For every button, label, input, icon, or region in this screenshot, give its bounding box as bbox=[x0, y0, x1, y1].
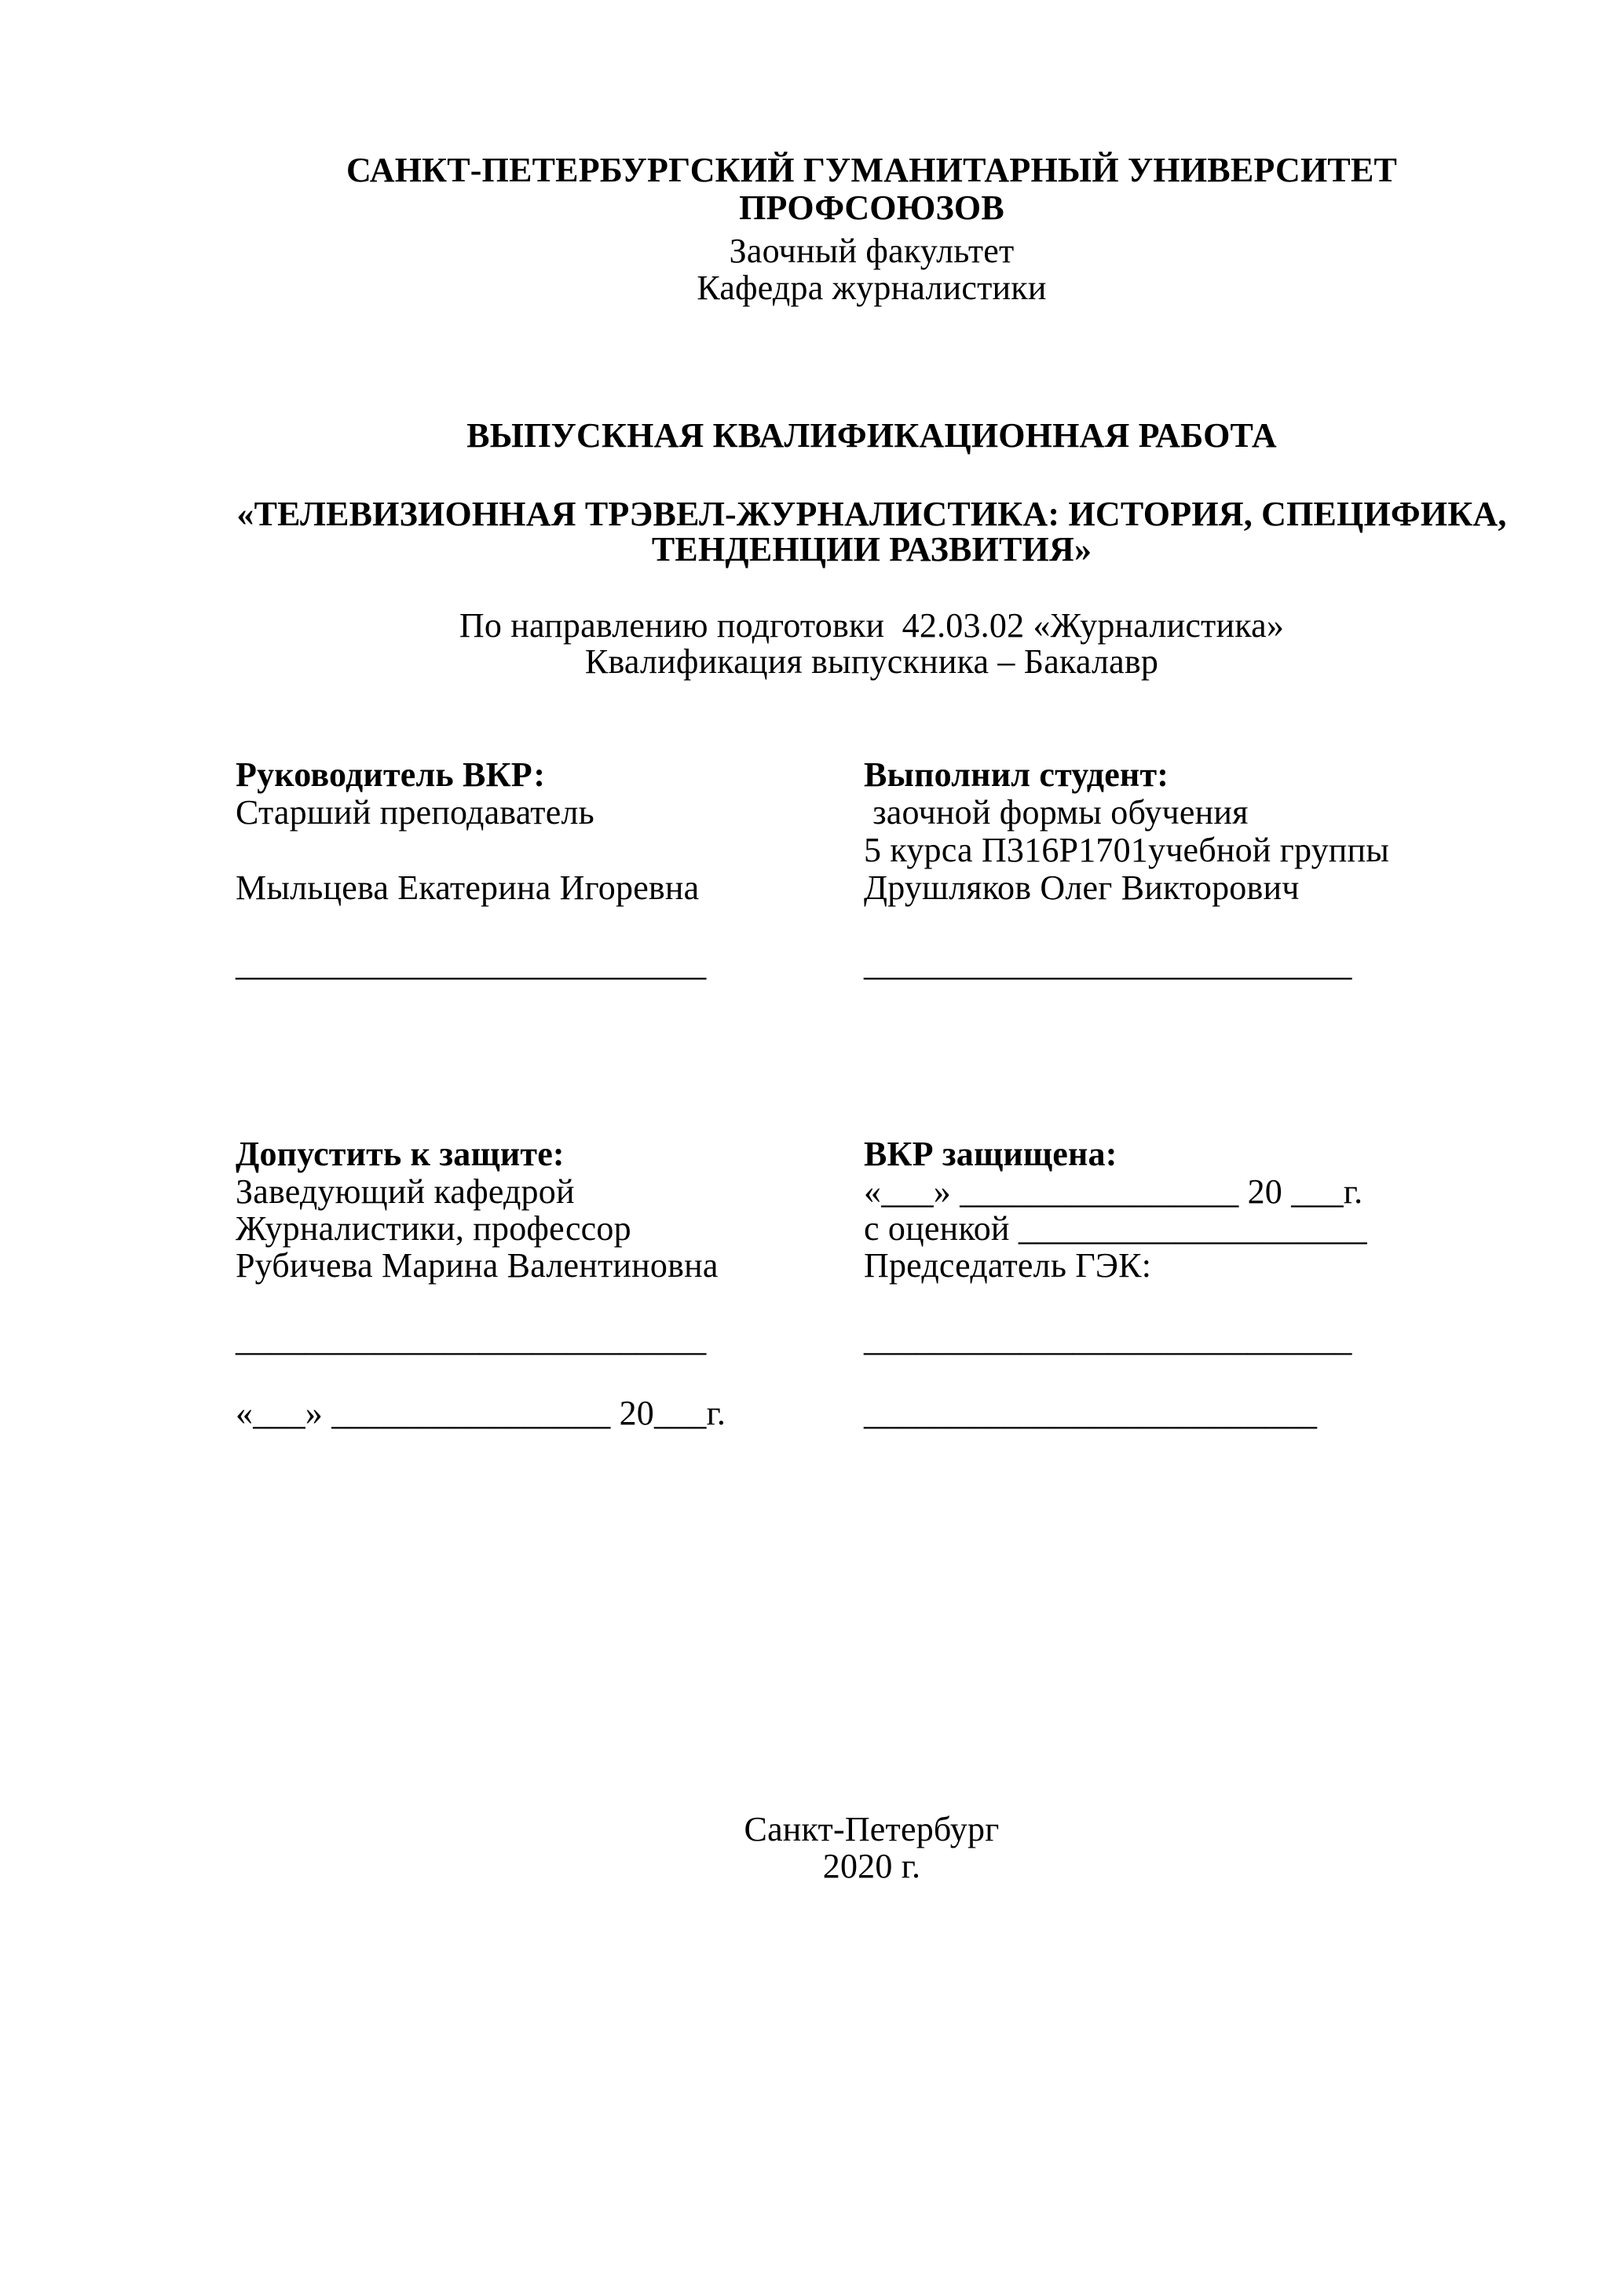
supervisor-label: Руководитель ВКР: bbox=[236, 755, 546, 794]
defense-grade-line: с оценкой ____________________ bbox=[864, 1209, 1367, 1248]
thesis-theme-line2: ТЕНДЕНЦИИ РАЗВИТИЯ» bbox=[651, 530, 1092, 569]
admission-label: Допустить к защите: bbox=[236, 1135, 565, 1173]
thesis-theme-line1: «ТЕЛЕВИЗИОННАЯ ТРЭВЕЛ-ЖУРНАЛИСТИКА: ИСТОРИЯ, СПЕЦИФИКА, bbox=[236, 495, 1507, 533]
defense-signature-line1: ____________________________ bbox=[864, 1320, 1352, 1358]
student-study-form: заочной формы обучения bbox=[864, 793, 1249, 832]
study-direction: По направлению подготовки 42.03.02 «Журналистика» bbox=[459, 606, 1285, 645]
supervisor-position: Старший преподаватель bbox=[236, 793, 594, 832]
student-group: 5 курса П316Р1701учебной группы bbox=[864, 831, 1390, 869]
admission-signature-line: ___________________________ bbox=[236, 1320, 707, 1358]
qualification-level: Квалификация выпускника – Бакалавр bbox=[584, 642, 1159, 681]
department-name: Кафедра журналистики bbox=[697, 269, 1047, 307]
defense-signature-line2: __________________________ bbox=[864, 1394, 1318, 1432]
work-type-title: ВЫПУСКНАЯ КВАЛИФИКАЦИОННАЯ РАБОТА bbox=[466, 416, 1277, 455]
admission-head-name: Рубичева Марина Валентиновна bbox=[236, 1246, 719, 1285]
student-label: Выполнил студент: bbox=[864, 755, 1169, 794]
defense-chairman-label: Председатель ГЭК: bbox=[864, 1246, 1152, 1285]
university-name: САНКТ-ПЕТЕРБУРГСКИЙ ГУМАНИТАРНЫЙ УНИВЕРСИТЕТ ПРОФСОЮЗОВ bbox=[346, 151, 1406, 227]
footer-year: 2020 г. bbox=[822, 1847, 921, 1885]
supervisor-signature-line: ___________________________ bbox=[236, 945, 707, 983]
admission-head-line2: Журналистики, профессор bbox=[236, 1209, 631, 1248]
faculty-name: Заочный факультет bbox=[729, 232, 1015, 270]
student-name: Друшляков Олег Викторович bbox=[864, 868, 1300, 907]
supervisor-name: Мыльцева Екатерина Игоревна bbox=[236, 868, 700, 907]
admission-head-line1: Заведующий кафедрой bbox=[236, 1172, 575, 1211]
defense-date-line: «___» ________________ 20 ___г. bbox=[864, 1172, 1363, 1211]
admission-date-line: «___» ________________ 20___г. bbox=[236, 1394, 726, 1432]
student-signature-line: ____________________________ bbox=[864, 945, 1352, 983]
defense-label: ВКР защищена: bbox=[864, 1135, 1117, 1173]
footer-city: Санкт-Петербург bbox=[744, 1810, 1000, 1848]
